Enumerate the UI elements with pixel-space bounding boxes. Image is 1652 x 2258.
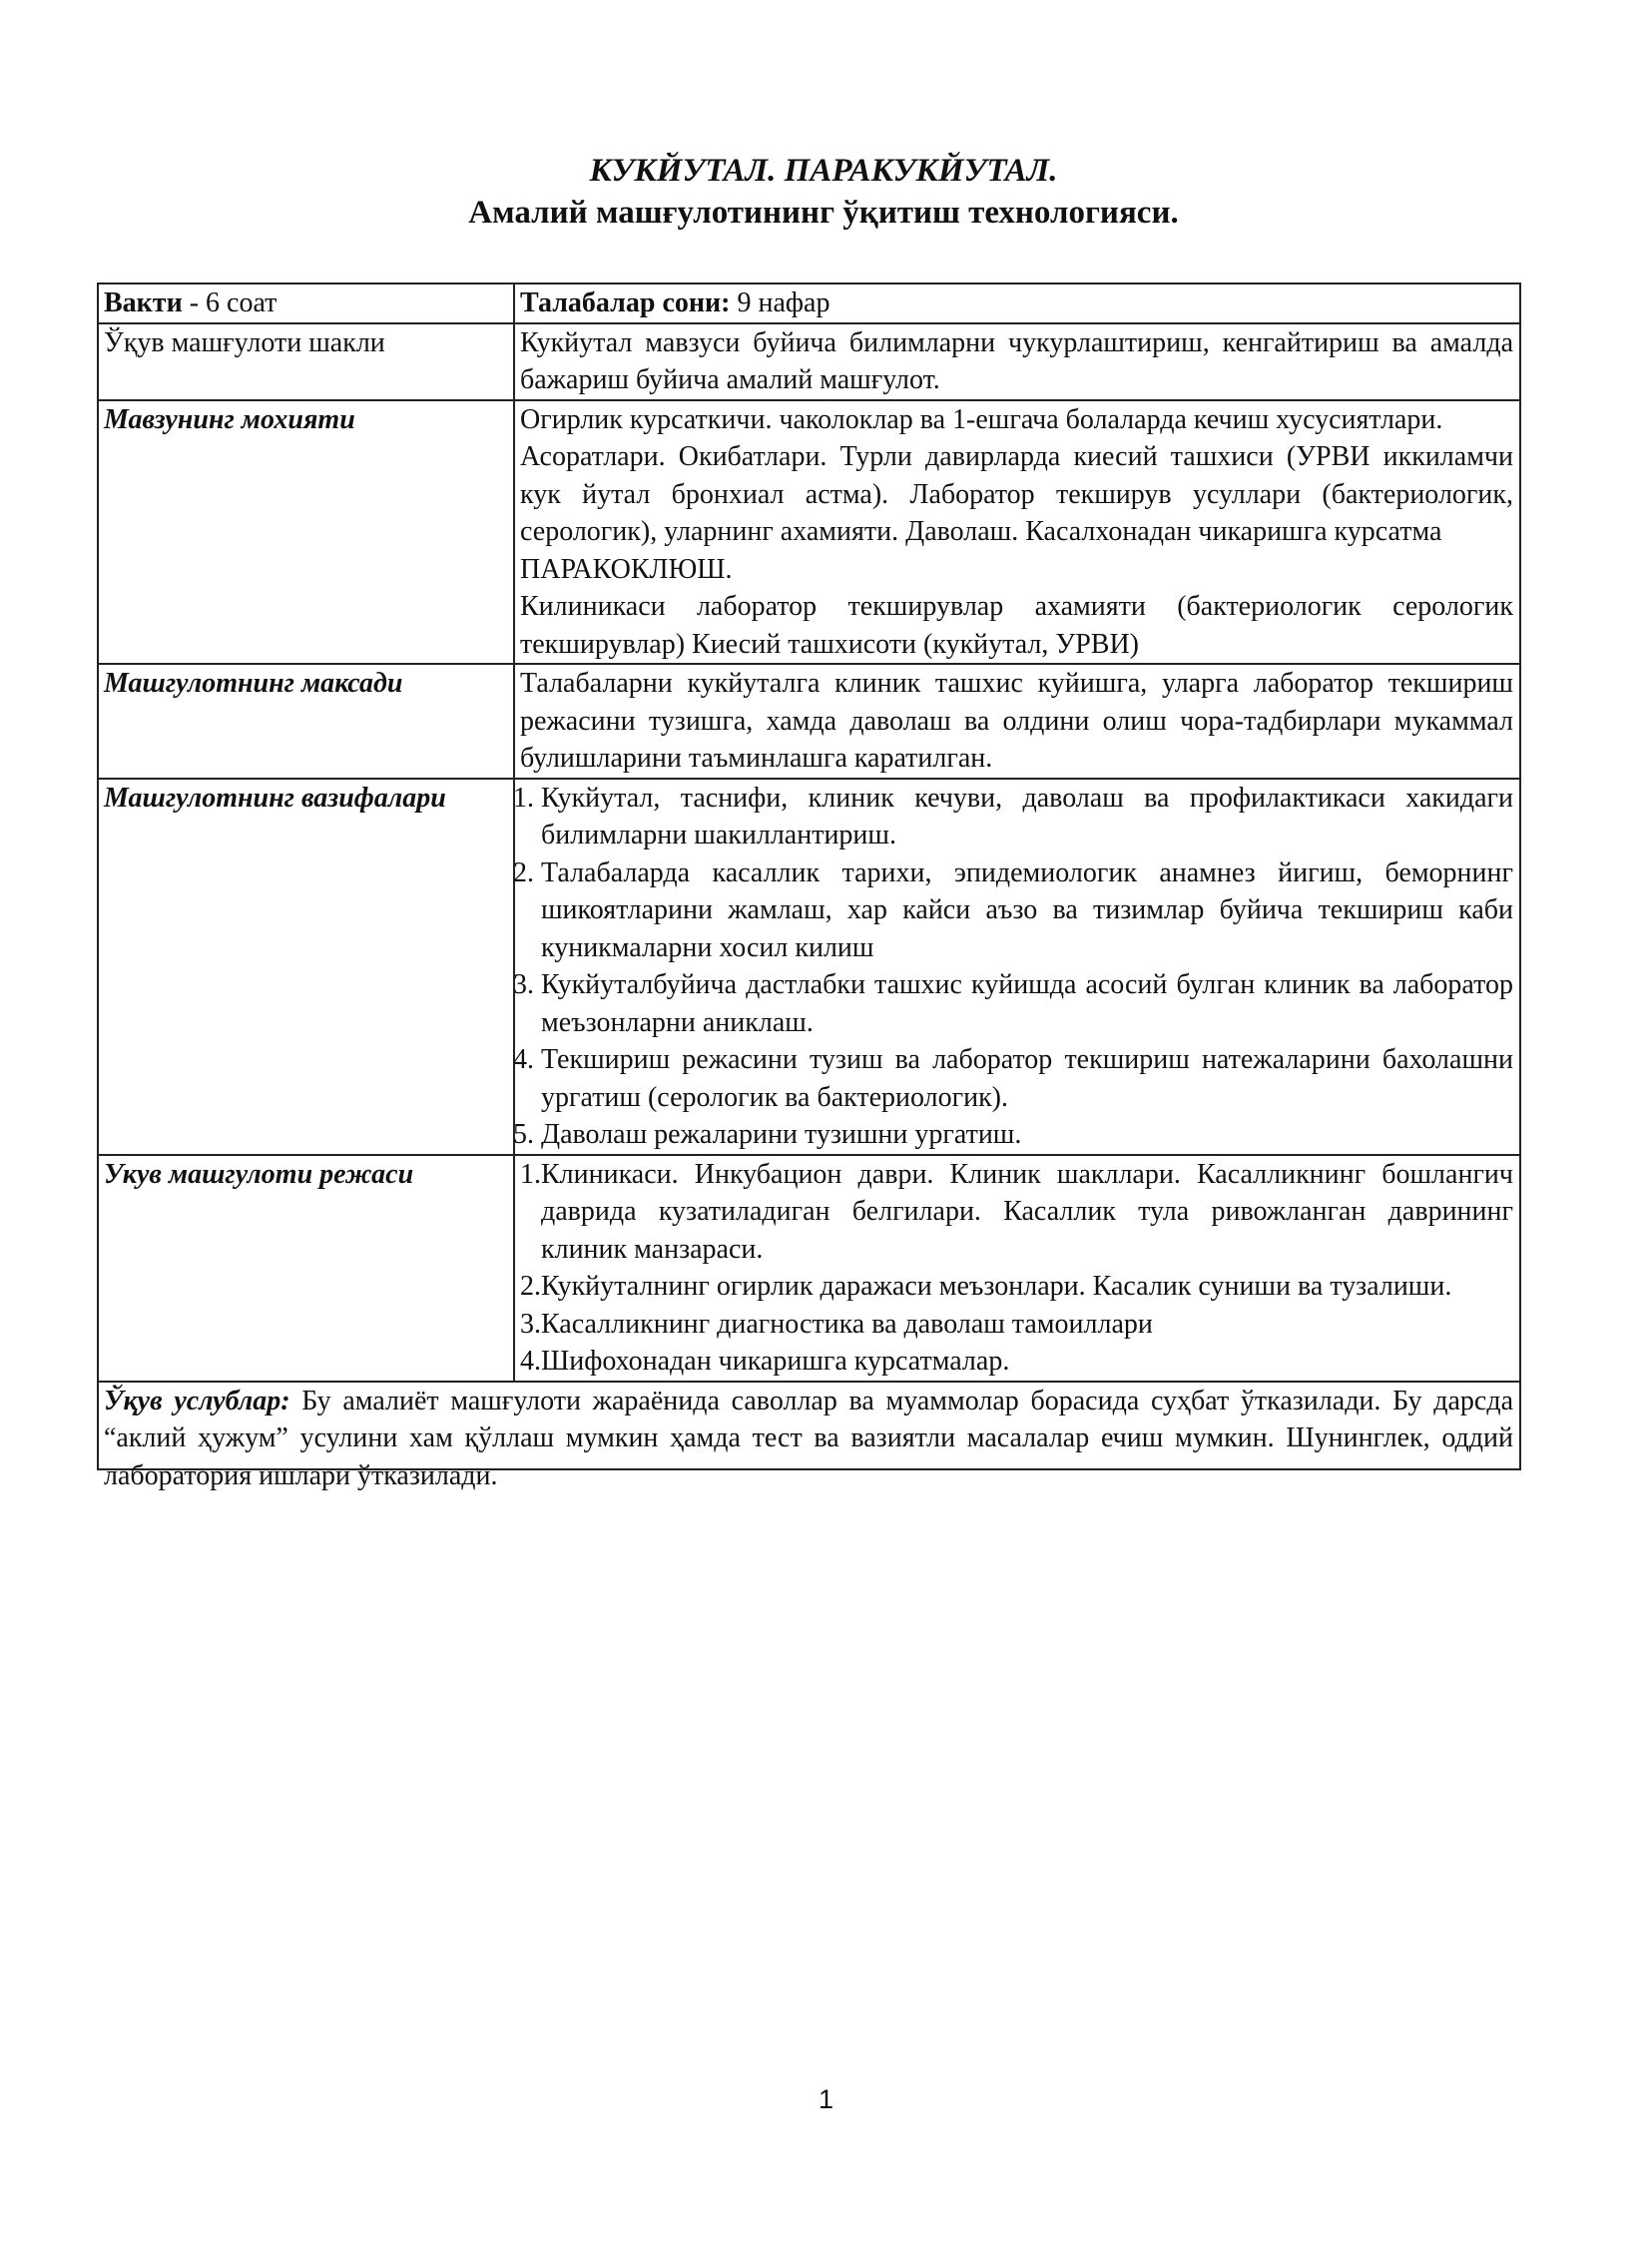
methods-label: Ўқув услублар: — [104, 1385, 290, 1416]
list-item-number: 1. — [513, 782, 534, 814]
time-cell — [98, 283, 514, 323]
list-item — [513, 780, 1513, 854]
list-item — [520, 1343, 1513, 1381]
methods-cell — [98, 1382, 1520, 1491]
table-row-form — [98, 323, 1520, 400]
list-item — [520, 1156, 1513, 1269]
goal-label: Машгулотнинг максади — [98, 664, 514, 779]
essence-cell — [514, 400, 1520, 665]
table-row-time — [98, 283, 1520, 323]
list-item-text: Текшириш режасини тузиш ва лаборатор текшириш натежаларини бахолашни ургатиш (серологик ва бактериологик). — [541, 1044, 1513, 1113]
list-item — [513, 1116, 1513, 1154]
page-number: 1 — [818, 2084, 834, 2114]
list-item-text: Кукйутал, таснифи, клиник кечуви, даволаш ва профилактикаси хакидаги билимларни шакиллантириш. — [541, 782, 1513, 850]
tasks-label: Машгулотнинг вазифалари — [98, 779, 514, 1155]
list-item-text: Клиникаси. Инкубацион даври. Клиник шакллари. Касалликнинг бошлангич даврида кузатиладиган белгилари. Касаллик тула ривожланган даврининг клиник манзараси. — [541, 1158, 1513, 1265]
time-label: Вакти — [104, 287, 183, 318]
lesson-plan-table — [97, 282, 1521, 1491]
methods-text-block — [104, 1383, 1513, 1491]
document-title: КУКЙУТАЛ. ПАРАКУКЙУТАЛ. — [589, 153, 1058, 189]
tasks-list — [513, 780, 1513, 1154]
list-item-text: Талабаларда касаллик тарихи, эпидемиологик анамнез йигиш, беморнинг шикоятларини жамлаш, хар кайси аъзо ва тизимлар буйича текшириш каби куникмаларни хосил килиш — [541, 856, 1513, 963]
list-item — [513, 1041, 1513, 1116]
list-item-text: Даволаш режаларини тузишни ургатиш. — [541, 1119, 1022, 1150]
methods-text: Бу амалиёт машғулоти жараёнида саволлар ва муаммолар борасида суҳбат ўтказилади. Бу дарсда “аклий ҳужум” усулини хам қўллаш мумкин ҳамда тест ва вазиятли масалалар ечиш мумкин. Шунинглек, оддий лаборатория ишлари ўтказилади. — [104, 1385, 1513, 1491]
essence-paragraph: Асоратлари. Окибатлари. Турли давирларда киесий ташхиси (УРВИ иккиламчи кук йутал бронхиал астма). Лаборатор текширув усуллари (бактериологик, серологик), уларнинг ахамияти. Даволаш. Касалхонадан чикаришга курсатма — [520, 441, 1513, 547]
table-row-plan — [98, 1155, 1520, 1382]
essence-label: Мавзунинг мохияти — [98, 400, 514, 665]
list-item-number: 4. — [520, 1346, 541, 1377]
table-row-tasks — [98, 779, 1520, 1155]
list-item-number: 3. — [520, 1308, 541, 1340]
students-cell — [514, 283, 1520, 323]
plan-label: Укув машгулоти режаси — [98, 1155, 514, 1382]
table-row-essence — [98, 400, 1520, 665]
list-item-text: Шифохонадан чикаришга курсатмалар. — [541, 1346, 1010, 1377]
list-item — [520, 1306, 1513, 1344]
list-item-number: 2. — [520, 1271, 541, 1302]
students-label: Талабалар сони: — [520, 287, 731, 318]
list-item-number: 2. — [513, 856, 534, 888]
list-item-text: Кукйуталнинг огирлик даражаси меъзонлари. Касалик суниши ва тузалиши. — [541, 1271, 1452, 1302]
list-item-text: Кукйуталбуйича дастлабки ташхис куйишда асосий булган клиник ва лаборатор меъзонларни аниклаш. — [541, 969, 1513, 1038]
form-label: Ўқув машғулоти шакли — [98, 323, 514, 400]
list-item-number: 4. — [513, 1044, 534, 1075]
list-item-number: 1. — [520, 1158, 541, 1190]
tasks-cell — [514, 779, 1520, 1155]
table-row-methods — [98, 1382, 1520, 1469]
form-text: Кукйутал мавзуси буйича билимларни чукурлаштириш, кенгайтириш ва амалда бажариш буйича амалий машғулот. — [514, 323, 1520, 400]
table-row-goal — [98, 664, 1520, 779]
students-value: 9 нафар — [730, 287, 830, 318]
plan-list — [520, 1156, 1513, 1381]
list-item — [513, 966, 1513, 1041]
essence-paragraph: ПАРАКОКЛЮШ. — [520, 553, 733, 585]
plan-cell — [514, 1155, 1520, 1382]
time-value: - 6 соат — [182, 287, 277, 318]
essence-paragraph: Огирлик курсаткичи. чаколоклар ва 1-ешгача болаларда кечиш хусусиятлари. — [520, 403, 1443, 435]
list-item — [520, 1268, 1513, 1306]
page-header — [0, 150, 1647, 234]
list-item-text: Касалликнинг диагностика ва даволаш тамоиллари — [541, 1308, 1153, 1340]
essence-paragraph: Килиникаси лаборатор текширувлар ахамияти (бактериологик серологик текширувлар) Киесий ташхисоти (кукйутал, УРВИ) — [520, 591, 1513, 660]
goal-text: Талабаларни кукйуталга клиник ташхис куйишга, уларга лаборатор текшириш режасини тузишга, хамда даволаш ва олдини олиш чора-тадбирлари мукаммал булишларини таъминлашга каратилган. — [514, 664, 1520, 779]
document-subtitle: Амалий машғулотининг ўқитиш технологияси. — [468, 195, 1179, 231]
list-item — [513, 854, 1513, 967]
list-item-number: 5. — [513, 1119, 534, 1150]
list-item-number: 3. — [513, 969, 534, 1000]
